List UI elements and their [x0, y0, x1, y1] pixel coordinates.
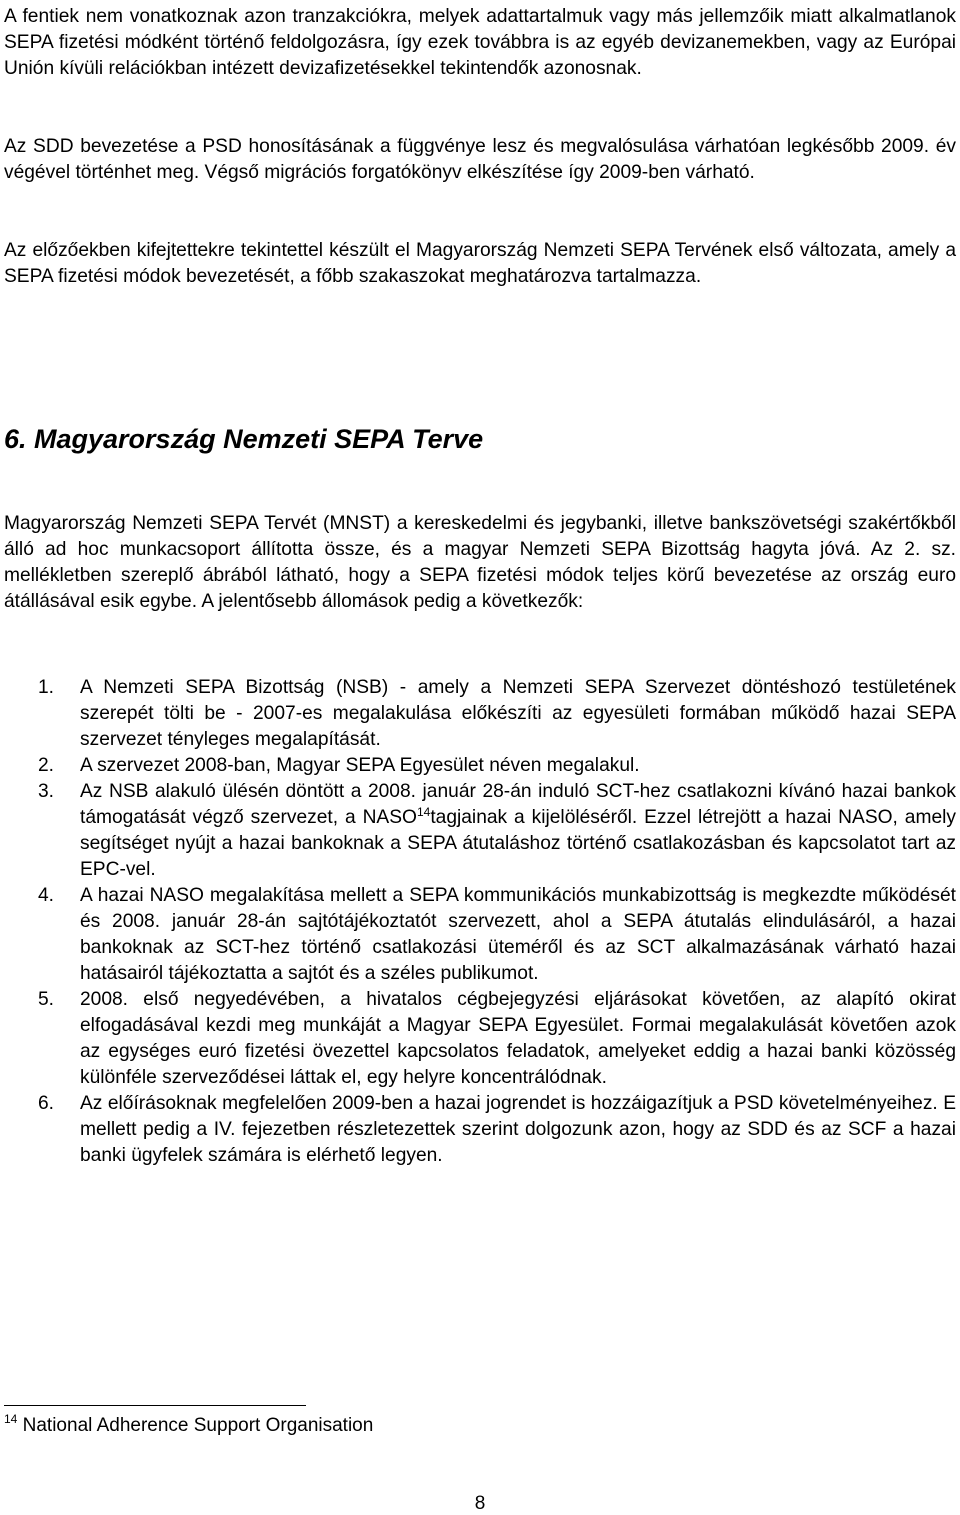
list-item — [4, 987, 956, 1091]
list-item-text: Az előírásoknak megfelelően 2009-ben a hazai jogrendet is hozzáigazítjuk a PSD követelményeihez. E mellett pedig a IV. fejezetben részletezettek szerint dolgozunk azon, hogy az SDD és az SCF a hazai banki ügyfelek számára is elérhető legyen. — [80, 1093, 956, 1166]
section-heading: 6. Magyarország Nemzeti SEPA Terve — [4, 424, 484, 454]
list-item-text: A hazai NASO megalakítása mellett a SEPA kommunikációs munkabizottság is megkezdte működését és 2008. január 28-án sajtótájékoztatót szervezett, ahol a SEPA átutalás elindulásáról, a hazai bankoknak az SCT-hez történő csatlakozási üteméről és az SCT alkalmazásának várható hazai hatásairól tájékoztatta a sajtót és a széles publikumot. — [80, 885, 956, 984]
footnote-text: National Adherence Support Organisation — [22, 1415, 374, 1436]
milestones-list — [4, 675, 956, 1169]
list-item — [4, 753, 956, 779]
list-item-text-before-footnote: Az NSB alakuló ülésén döntött a 2008. január 28-án induló SCT-hez csatlakozni kívánó hazai bankok támogatását végző szervezet, a NASO — [80, 781, 956, 828]
list-item-number: 2. — [38, 755, 55, 776]
list-item-text: A szervezet 2008-ban, Magyar SEPA Egyesület néven megalakul. — [80, 755, 640, 776]
list-item-number: 1. — [38, 677, 55, 698]
list-item-text: 2008. első negyedévében, a hivatalos cégbejegyzési eljárásokat követően, az alapító okirat elfogadásával kezdi meg munkáját a Magyar SEPA Egyesület. Formai megalakulását követően azok az egységes euró fizetési övezettel kapcsolatos feladatok, amelyeket eddig a hazai banki közösség különféle szerveződései láttak el, egy helyre koncentrálódnak. — [80, 989, 956, 1088]
list-item — [4, 883, 956, 987]
paragraph-sdd-introduction: Az SDD bevezetése a PSD honosításának a függvénye lesz és megvalósulása várhatóan legkésőbb 2009. év végével történhet meg. Végső migrációs forgatókönyv elkészítése így 2009-ben várható. — [4, 136, 956, 183]
list-item — [4, 675, 956, 753]
list-item-text-after-footnote: tagjainak a kijelöléséről. Ezzel létrejött a hazai NASO, amely segítséget nyújt a hazai bankoknak a SEPA átutaláshoz történő csatlakozásban és kapcsolatot tart az EPC-vel. — [80, 807, 956, 880]
footnote-reference[interactable]: 14 — [416, 805, 431, 819]
page-number: 8 — [474, 1493, 486, 1514]
paragraph-transactions-exception: A fentiek nem vonatkoznak azon tranzakciókra, melyek adattartalmuk vagy más jellemzőik miatt alkalmatlanok SEPA fizetési módként történő feldolgozásra, így ezek továbbra is az egyéb devizanemekben, vagy az Európai Unión kívüli relációkban intézett devizafizetésekkel tekintendők azonosnak. — [4, 6, 956, 79]
list-item-number: 6. — [38, 1093, 55, 1114]
list-item-number: 5. — [38, 989, 55, 1010]
list-item-number: 4. — [38, 885, 55, 906]
footnote — [4, 1414, 373, 1438]
list-item — [4, 779, 956, 883]
footnote-number: 14 — [4, 1412, 18, 1426]
paragraph-national-plan-first-version: Az előzőekben kifejtettekre tekintettel készült el Magyarország Nemzeti SEPA Tervének első változata, amely a SEPA fizetési módok bevezetését, a főbb szakaszokat meghatározva tartalmazza. — [4, 240, 956, 287]
paragraph-mnst-intro: Magyarország Nemzeti SEPA Tervét (MNST) a kereskedelmi és jegybanki, illetve bankszövetségi szakértőkből álló ad hoc munkacsoport állította össze, és a magyar Nemzeti SEPA Bizottság hagyta jóvá. Az 2. sz. mellékletben szereplő ábrából látható, hogy a SEPA fizetési módok teljes körű bevezetése az ország euro átállásával esik egybe. A jelentősebb állomások pedig a következők: — [4, 513, 956, 612]
list-item — [4, 1091, 956, 1169]
list-item-text: A Nemzeti SEPA Bizottság (NSB) - amely a Nemzeti SEPA Szervezet döntéshozó testületének szerepét tölti be - 2007-es megalakulása előkészíti az egyesületi formában működő hazai SEPA szervezet tényleges megalapítását. — [80, 677, 956, 750]
list-item-number: 3. — [38, 781, 55, 802]
footnote-separator — [4, 1405, 306, 1406]
